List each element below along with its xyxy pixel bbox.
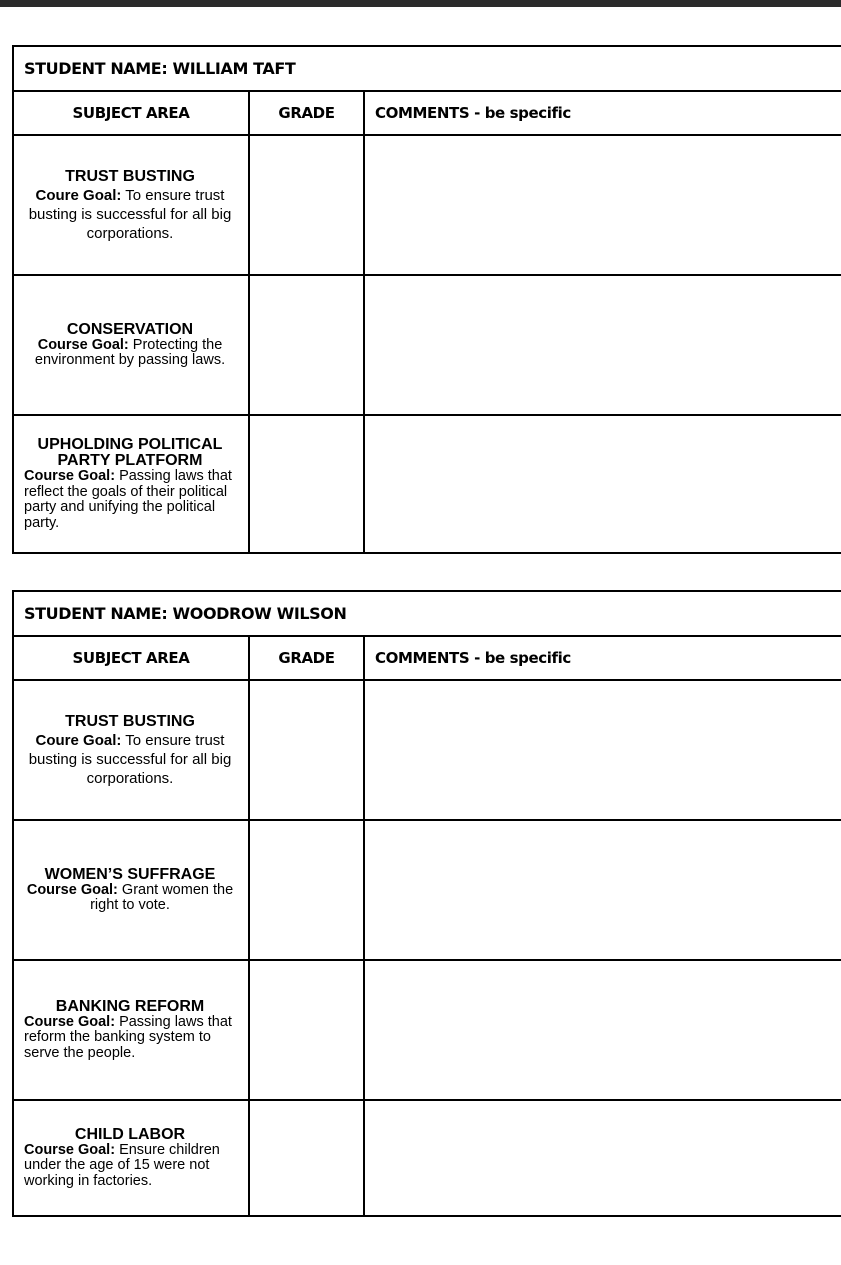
comments-cell[interactable] <box>365 276 841 414</box>
subject-cell <box>14 1101 250 1215</box>
student-name-row <box>14 47 841 92</box>
subject-title: TRUST BUSTING <box>65 168 195 185</box>
course-goal <box>20 731 240 788</box>
grade-cell[interactable] <box>250 1101 365 1215</box>
student-name: STUDENT NAME: WOODROW WILSON <box>24 604 347 623</box>
subject-cell <box>14 961 250 1099</box>
subject-cell <box>14 821 250 959</box>
goal-label: Course Goal: <box>24 1013 116 1030</box>
goal-text: To ensure trust busting is successful for all big corporations. <box>28 187 232 242</box>
report-card-wilson <box>12 590 841 1217</box>
table-header <box>14 637 841 681</box>
goal-text: Passing laws that reform the banking system to serve the people. <box>24 1013 232 1061</box>
header-comments: COMMENTS - be specific <box>375 649 571 667</box>
subject-title: CONSERVATION <box>66 320 194 338</box>
grade-cell[interactable] <box>250 961 365 1099</box>
comments-cell[interactable] <box>365 961 841 1099</box>
header-grade: GRADE <box>250 637 365 679</box>
goal-label: Course Goal: <box>37 336 129 353</box>
goal-label: Course Goal: <box>26 881 118 898</box>
course-goal <box>20 883 240 914</box>
table-row <box>14 276 841 416</box>
grade-cell[interactable] <box>250 681 365 819</box>
goal-text: Protecting the environment by passing laws. <box>34 336 226 368</box>
subject-title: CHILD LABOR <box>74 1125 186 1143</box>
subject-cell <box>14 681 250 819</box>
student-name-row <box>14 592 841 637</box>
header-subject-area: SUBJECT AREA <box>14 637 250 679</box>
student-name: STUDENT NAME: WILLIAM TAFT <box>24 59 296 78</box>
header-subject-area: SUBJECT AREA <box>14 92 250 134</box>
goal-text: Passing laws that reflect the goals of their political party and unifying the political party. <box>24 468 232 531</box>
goal-text: Ensure children under the age of 15 were not working in factories. <box>24 1141 220 1189</box>
course-goal <box>20 186 240 243</box>
course-goal <box>20 1143 240 1190</box>
course-goal <box>20 338 240 369</box>
course-goal <box>20 469 240 531</box>
table-row <box>14 136 841 276</box>
table-row <box>14 681 841 821</box>
goal-label: Coure Goal: <box>35 187 122 204</box>
subject-cell <box>14 276 250 414</box>
comments-cell[interactable] <box>365 681 841 819</box>
grade-cell[interactable] <box>250 821 365 959</box>
grade-cell[interactable] <box>250 276 365 414</box>
comments-cell[interactable] <box>365 416 841 552</box>
grade-cell[interactable] <box>250 416 365 552</box>
table-row <box>14 961 841 1101</box>
table-row <box>14 416 841 552</box>
header-comments: COMMENTS - be specific <box>375 104 571 122</box>
grade-cell[interactable] <box>250 136 365 274</box>
comments-cell[interactable] <box>365 821 841 959</box>
comments-cell[interactable] <box>365 136 841 274</box>
subject-cell <box>14 136 250 274</box>
table-header <box>14 92 841 136</box>
subject-title: BANKING REFORM <box>55 997 205 1015</box>
goal-label: Course Goal: <box>24 468 116 484</box>
comments-cell[interactable] <box>365 1101 841 1215</box>
report-card-taft <box>12 45 841 554</box>
goal-label: Course Goal: <box>24 1141 116 1158</box>
goal-text: Grant women the right to vote. <box>90 881 234 913</box>
header-grade: GRADE <box>250 92 365 134</box>
subject-cell <box>14 416 250 552</box>
top-bar <box>0 0 841 7</box>
subject-title: WOMEN’S SUFFRAGE <box>44 865 216 883</box>
subject-title: TRUST BUSTING <box>65 713 195 730</box>
table-row <box>14 1101 841 1215</box>
table-row <box>14 821 841 961</box>
goal-text: To ensure trust busting is successful for all big corporations. <box>28 732 232 787</box>
course-goal <box>20 1015 240 1062</box>
goal-label: Coure Goal: <box>35 732 122 749</box>
subject-title: UPHOLDING POLITICAL PARTY PLATFORM <box>37 436 223 469</box>
